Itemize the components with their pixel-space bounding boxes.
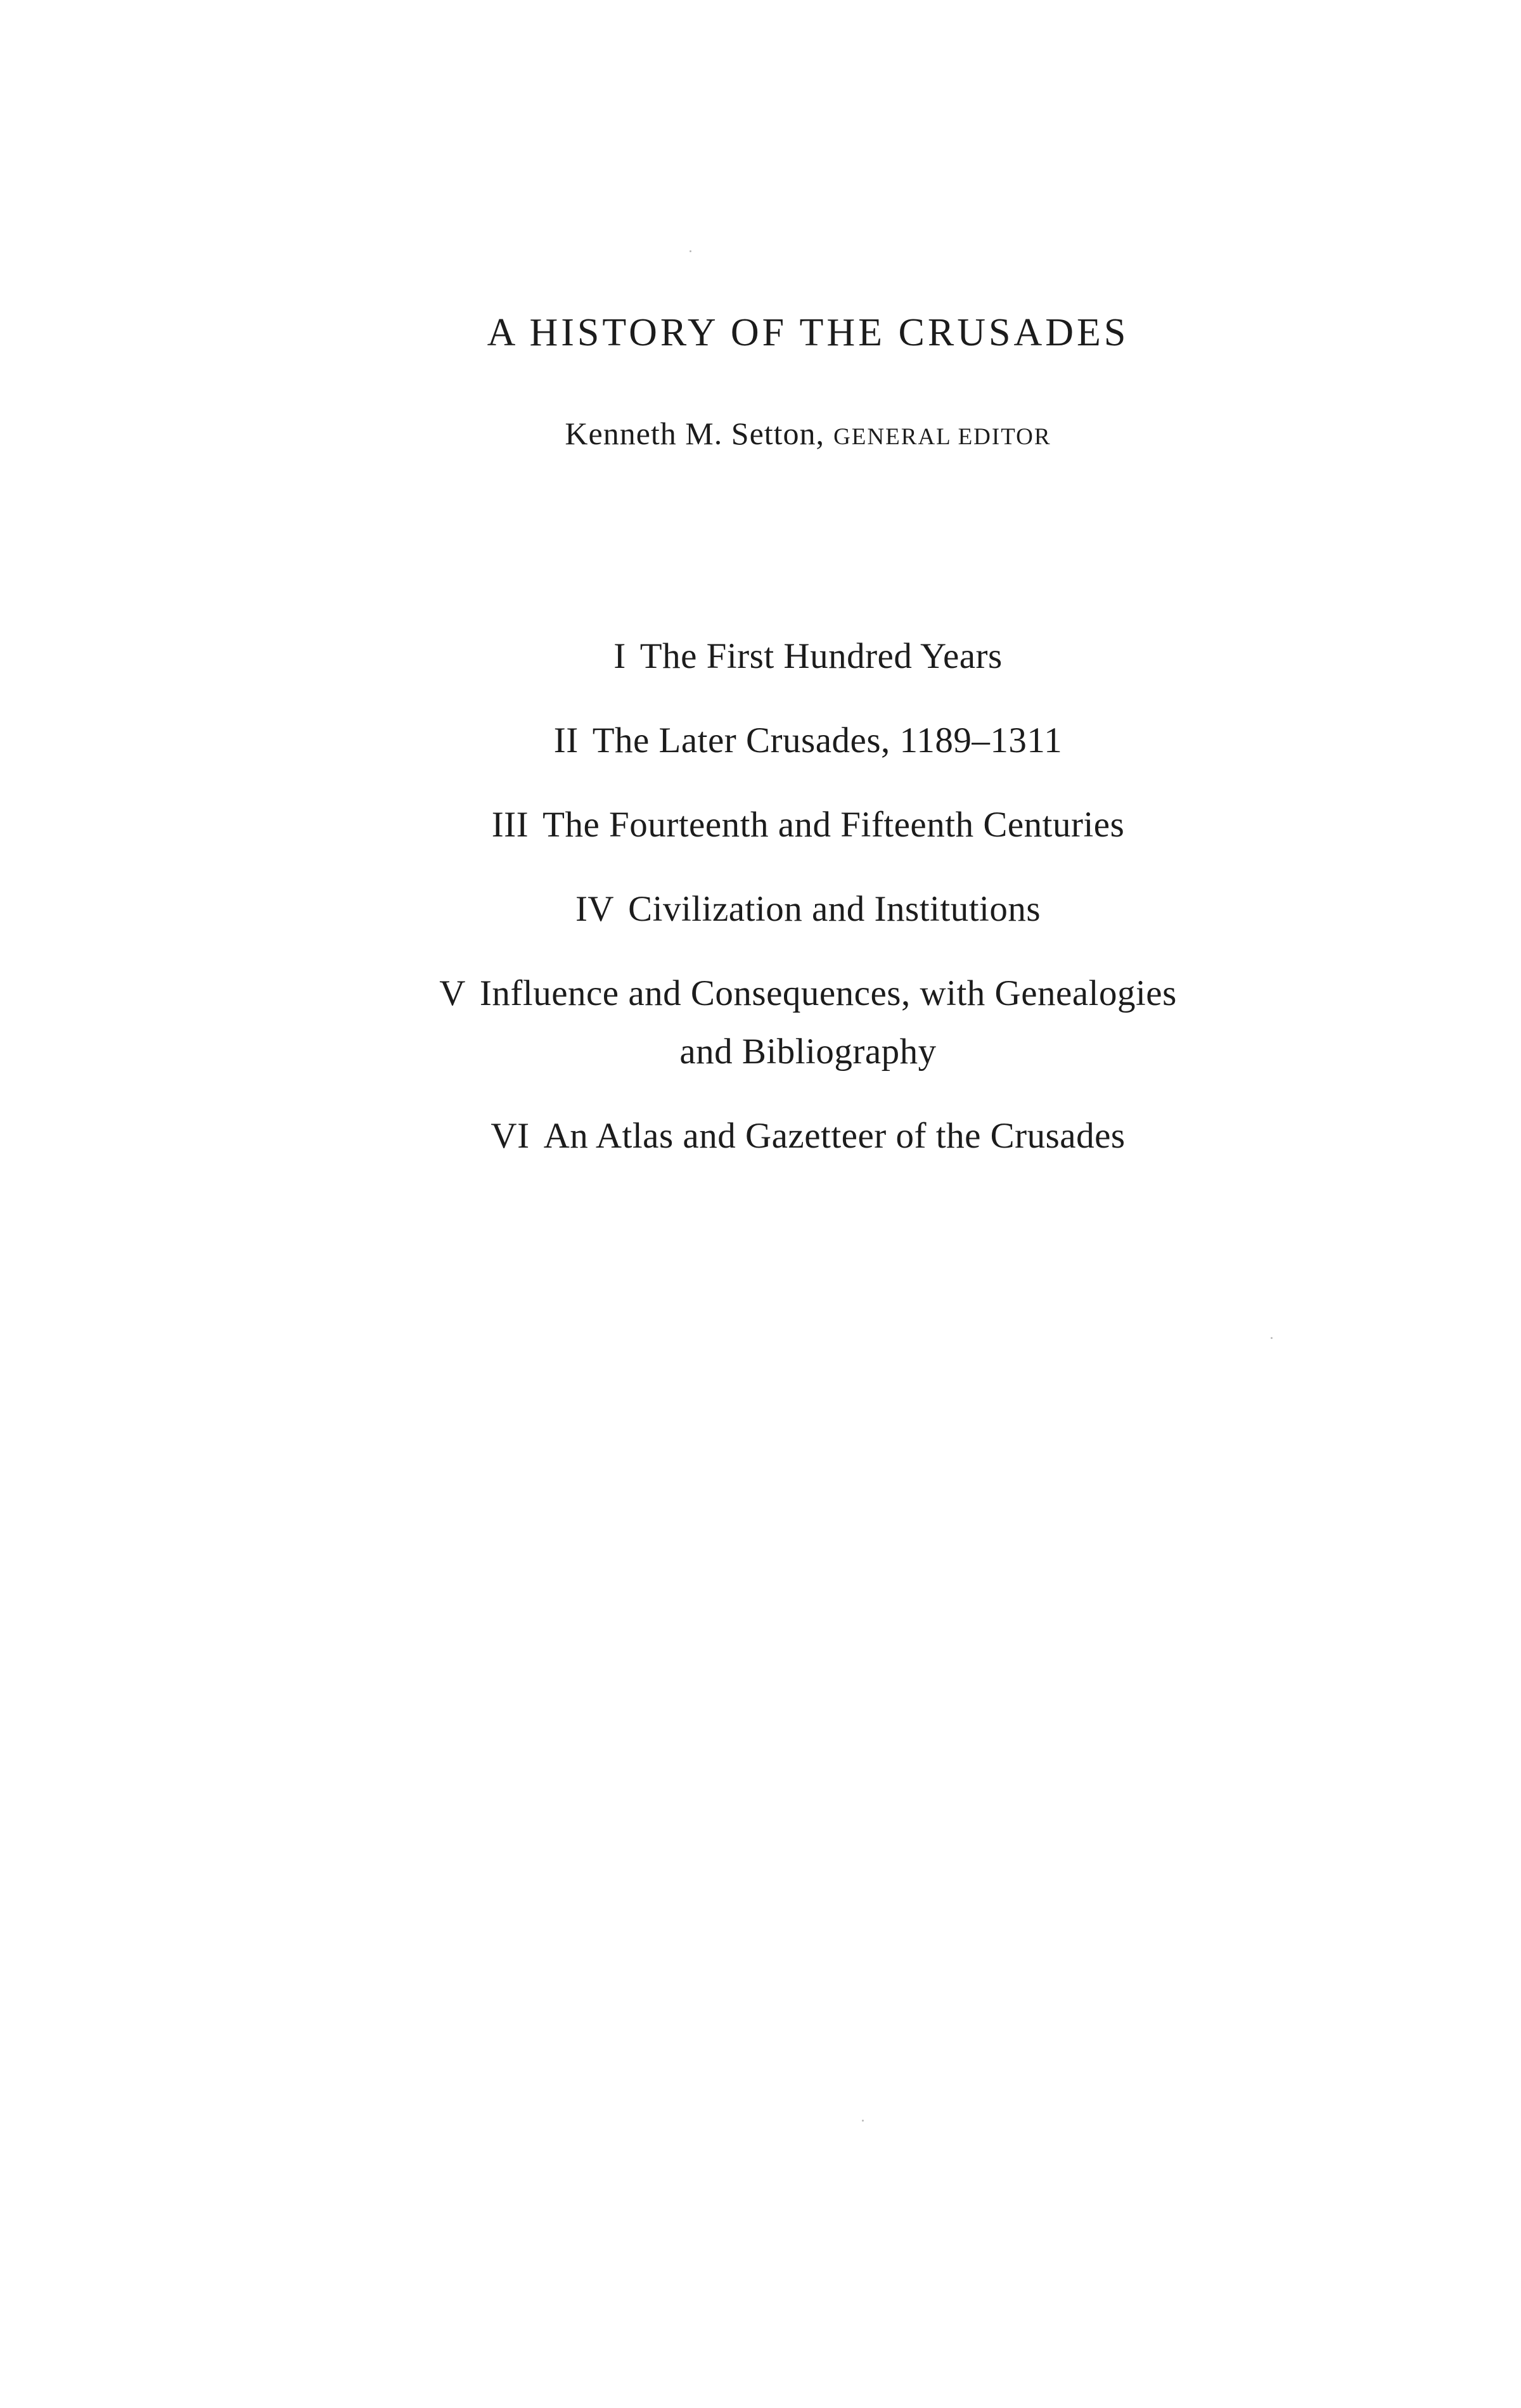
volume-number: II [553, 720, 579, 760]
volume-number: I [613, 636, 626, 676]
series-title: A HISTORY OF THE CRUSADES [487, 311, 1129, 354]
print-speck [1271, 1337, 1273, 1339]
volume-list [0, 627, 1521, 1191]
volume-item [0, 712, 1521, 770]
volume-title: Influence and Consequences, with Genealogies [479, 973, 1177, 1013]
volume-title: Civilization and Institutions [628, 889, 1041, 929]
volume-title-continuation: and Bibliography [679, 1032, 937, 1072]
volume-title: The Later Crusades, 1189–1311 [592, 720, 1063, 760]
volume-number: IV [575, 889, 615, 929]
volume-number: V [439, 973, 466, 1013]
print-speck [690, 250, 691, 252]
volume-item [0, 796, 1521, 854]
volume-number: III [491, 805, 529, 845]
volume-item [0, 627, 1521, 686]
general-editor-line [0, 415, 1521, 452]
volume-item [0, 1107, 1521, 1165]
editor-role: GENERAL EDITOR [833, 424, 1051, 450]
volume-title: The Fourteenth and Fifteenth Centuries [542, 805, 1125, 845]
volume-item [0, 880, 1521, 938]
volume-title: The First Hundred Years [639, 636, 1003, 676]
volume-title: An Atlas and Gazetteer of the Crusades [543, 1116, 1126, 1156]
volume-number: VI [491, 1116, 530, 1156]
volume-item [0, 964, 1521, 1081]
print-speck [862, 2120, 864, 2122]
editor-name: Kenneth M. Setton, [565, 416, 825, 451]
